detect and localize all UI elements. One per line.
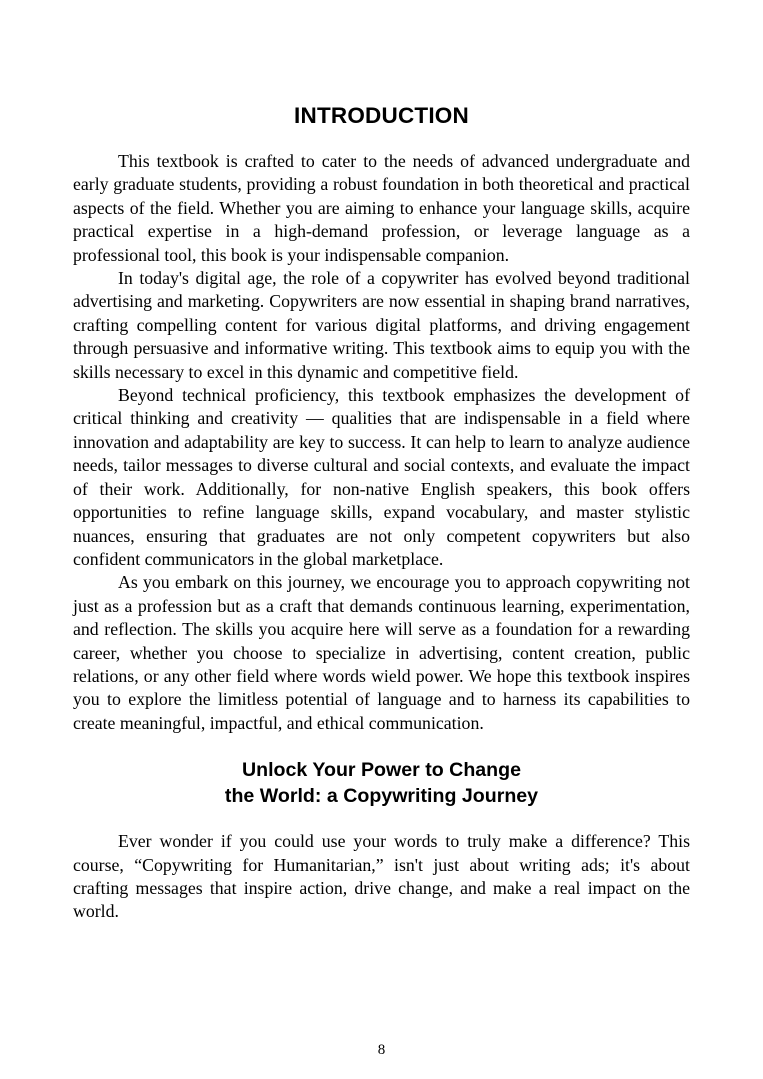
- intro-paragraph-1: This textbook is crafted to cater to the needs of advanced undergraduate and early graduate students, providing a robust foundation in both theoretical and practical aspects of the field. Whether you are aiming to enhance your language skills, acquire practical expertise in a high-demand profession, or leverage language as a professional tool, this book is your indispensable companion.: [73, 151, 690, 265]
- intro-paragraph-3: Beyond technical proficiency, this textbook emphasizes the development of critical thinking and creativity — qualities that are indispensable in a field where innovation and adaptability are key to success. It can help to learn to analyze audience needs, tailor messages to diverse cultural and social contexts, and evaluate the impact of their work. Additionally, for non-native English speakers, this book offers opportunities to refine language skills, expand vocabulary, and master stylistic nuances, ensuring that graduates are not only competent copywriters but also confident communicators in the global marketplace.: [73, 385, 690, 569]
- page-number: 8: [377, 1042, 386, 1058]
- section-paragraph-1: Ever wonder if you could use your words to truly make a difference? This course, “Copywriting for Humanitarian,” isn't just about writing ads; it's about crafting messages that inspire action, drive change, and make a real impact on the world.: [73, 831, 690, 922]
- page-content: [73, 96, 690, 924]
- intro-paragraph-2: In today's digital age, the role of a copywriter has evolved beyond traditional advertising and marketing. Copywriters are now essential in shaping brand narratives, crafting compelling content for various digital platforms, and driving engagement through persuasive and informative writing. This textbook aims to equip you with the skills necessary to excel in this dynamic and competitive field.: [73, 268, 690, 382]
- page-title: INTRODUCTION: [294, 103, 469, 128]
- intro-paragraph-4: As you embark on this journey, we encourage you to approach copywriting not just as a profession but as a craft that demands continuous learning, experimentation, and reflection. The skills you acquire here will serve as a foundation for a rewarding career, whether you choose to specialize in advertising, content creation, public relations, or any other field where words wield power. We hope this textbook inspires you to explore the limitless potential of language and to harness its capabilities to create meaningful, impactful, and ethical communication.: [73, 572, 690, 733]
- section-heading: [73, 757, 690, 809]
- section-heading-line-1: Unlock Your Power to Change: [241, 759, 522, 782]
- section-heading-line-2: the World: a Copywriting Journey: [224, 785, 539, 808]
